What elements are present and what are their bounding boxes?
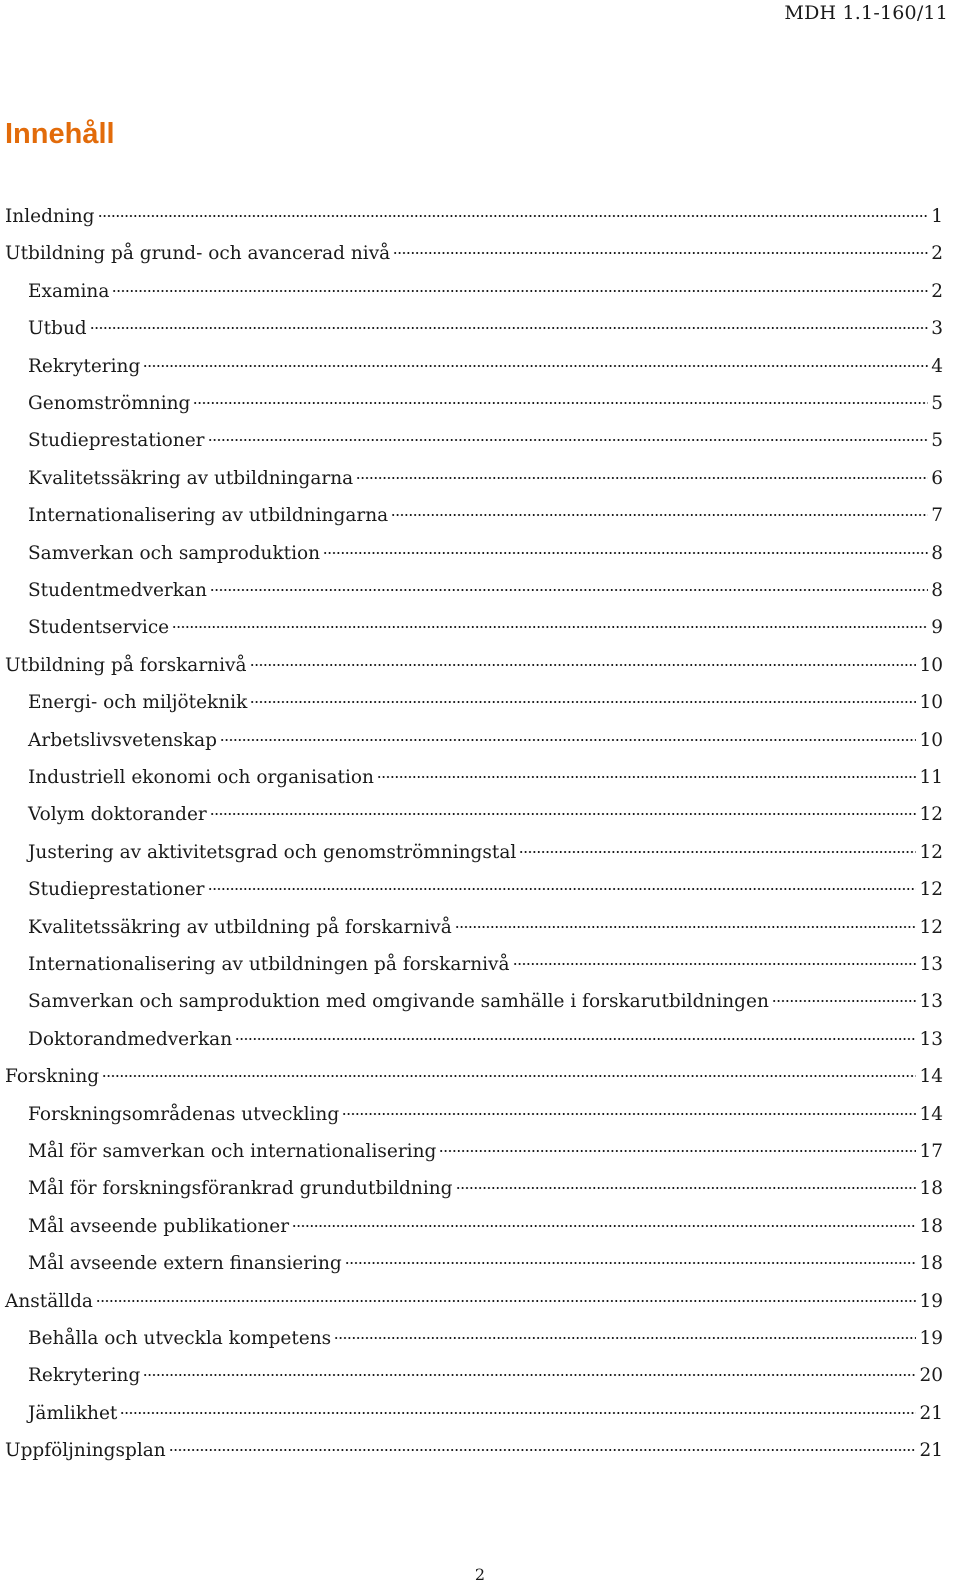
toc-entry[interactable]: [0, 463, 943, 495]
toc-entry[interactable]: [0, 425, 943, 457]
toc-entry[interactable]: [0, 799, 943, 831]
toc-entry-page: 9: [931, 617, 943, 639]
toc-entry[interactable]: [0, 1248, 943, 1280]
toc-dot-leader: [345, 1262, 917, 1264]
toc-dot-leader: [112, 290, 928, 292]
toc-entry[interactable]: [0, 1435, 943, 1467]
toc-entry-title: Anställda: [5, 1290, 93, 1312]
toc-entry-page: 17: [919, 1141, 943, 1162]
toc-entry[interactable]: [0, 238, 943, 270]
toc-entry-page: 12: [919, 916, 943, 938]
toc-entry-title: Studentservice: [28, 617, 170, 639]
toc-entry-page: 2: [931, 280, 943, 302]
toc-entry-title: Utbildning på grund- och avancerad nivå: [5, 243, 391, 265]
toc-dot-leader: [513, 963, 917, 965]
toc-entry[interactable]: [0, 575, 943, 607]
toc-entry[interactable]: [0, 1360, 943, 1392]
toc-entry-page: 12: [919, 804, 943, 826]
toc-entry-title: Utbud: [28, 318, 87, 340]
toc-entry-page: 4: [931, 355, 943, 377]
toc-dot-leader: [208, 439, 929, 441]
toc-entry-page: 14: [919, 1066, 943, 1088]
document-id: MDH 1.1-160/11: [784, 2, 948, 24]
toc-dot-leader: [334, 1337, 916, 1339]
toc-dot-leader: [356, 477, 928, 479]
toc-dot-leader: [250, 701, 916, 703]
toc-entry-page: 5: [931, 393, 943, 414]
toc-entry-title: Forskningsområdenas utveckling: [28, 1103, 340, 1125]
toc-entry-page: 13: [919, 1028, 943, 1050]
page-number: 2: [474, 1565, 486, 1584]
toc-entry-page: 21: [919, 1440, 943, 1462]
toc-entry[interactable]: [0, 1136, 943, 1168]
toc-entry[interactable]: [0, 1398, 943, 1430]
toc-entry-title: Arbetslivsvetenskap: [28, 729, 217, 751]
toc-dot-leader: [193, 402, 928, 404]
toc-entry-page: 19: [919, 1328, 943, 1349]
toc-dot-leader: [292, 1225, 916, 1227]
toc-dot-leader: [377, 776, 917, 778]
toc-entry-title: Forskning: [5, 1066, 100, 1088]
toc-heading: Innehåll: [5, 118, 115, 150]
toc-entry-title: Internationalisering av utbildningarna: [28, 505, 389, 527]
toc-entry[interactable]: [0, 1211, 943, 1243]
toc-entry-title: Jämlikhet: [28, 1402, 118, 1424]
toc-entry-page: 12: [919, 879, 943, 901]
toc-entry-title: Doktorandmedverkan: [28, 1028, 233, 1050]
toc-dot-leader: [439, 1150, 916, 1152]
toc-entry-page: 8: [931, 580, 943, 601]
toc-entry-page: 13: [919, 991, 943, 1013]
toc-dot-leader: [323, 552, 928, 554]
toc-entry-title: Mål för forskningsförankrad grundutbildning: [28, 1178, 453, 1200]
toc-entry-page: 10: [919, 654, 943, 676]
toc-entry[interactable]: [0, 538, 943, 570]
toc-dot-leader: [342, 1113, 916, 1115]
toc-entry[interactable]: [0, 1286, 943, 1318]
toc-entry-title: Mål avseende extern finansiering: [28, 1253, 342, 1275]
toc-entry-page: 11: [919, 767, 943, 788]
toc-entry-title: Rekrytering: [28, 1365, 141, 1387]
toc-entry-page: 1: [931, 206, 943, 227]
toc-dot-leader: [143, 365, 928, 367]
toc-entry-page: 8: [931, 542, 943, 564]
toc-entry-title: Uppföljningsplan: [5, 1440, 166, 1462]
toc-dot-leader: [220, 739, 916, 741]
toc-entry-title: Mål avseende publikationer: [28, 1215, 290, 1237]
toc-dot-leader: [210, 589, 928, 591]
toc-entry-page: 7: [931, 505, 943, 527]
toc-entry[interactable]: [0, 1099, 943, 1131]
toc-entry-title: Internationalisering av utbildningen på forskarnivå: [28, 954, 510, 975]
toc-dot-leader: [208, 888, 917, 890]
toc-entry[interactable]: [0, 687, 943, 719]
toc-entry[interactable]: [0, 986, 943, 1018]
toc-entry[interactable]: [0, 500, 943, 532]
toc-entry[interactable]: [0, 650, 943, 682]
toc-entry-page: 20: [919, 1365, 943, 1387]
toc-entry-page: 5: [931, 430, 943, 452]
toc-dot-leader: [143, 1374, 916, 1376]
toc-dot-leader: [235, 1038, 916, 1040]
toc-entry-title: Mål för samverkan och internationalisering: [28, 1141, 437, 1162]
toc-dot-leader: [456, 1187, 917, 1189]
toc-entry-page: 19: [919, 1290, 943, 1312]
toc-entry-title: Utbildning på forskarnivå: [5, 654, 247, 676]
toc-entry-title: Behålla och utveckla kompetens: [28, 1328, 332, 1349]
toc-entry[interactable]: [0, 762, 943, 794]
toc-dot-leader: [393, 252, 928, 254]
toc-entry-page: 3: [931, 318, 943, 340]
toc-dot-leader: [455, 926, 917, 928]
toc-entry-title: Volym doktorander: [28, 804, 207, 826]
toc-entry-page: 2: [931, 243, 943, 265]
toc-entry[interactable]: [0, 1173, 943, 1205]
toc-entry-title: Studentmedverkan: [28, 580, 207, 601]
toc-entry[interactable]: [0, 1323, 943, 1355]
toc-dot-leader: [210, 813, 917, 815]
toc-entry-page: 13: [919, 954, 943, 975]
toc-dot-leader: [391, 514, 928, 516]
toc-entry-page: 14: [919, 1103, 943, 1125]
toc-entry-title: Studieprestationer: [28, 879, 205, 901]
toc-entry-page: 18: [919, 1253, 943, 1275]
toc-entry-title: Energi- och miljöteknik: [28, 692, 248, 714]
toc-entry[interactable]: [0, 388, 943, 420]
toc-entry-title: Justering av aktivitetsgrad och genomströmningstal: [28, 841, 517, 863]
toc-dot-leader: [169, 1449, 917, 1451]
toc-entry[interactable]: [0, 1024, 943, 1056]
toc-entry[interactable]: [0, 351, 943, 383]
toc-entry-title: Examina: [28, 280, 110, 302]
toc-dot-leader: [772, 1000, 917, 1002]
toc-entry[interactable]: [0, 313, 943, 345]
toc-entry-title: Kvalitetssäkring av utbildning på forskarnivå: [28, 916, 452, 938]
toc-entry-title: Kvalitetssäkring av utbildningarna: [28, 467, 354, 489]
toc-entry-title: Samverkan och samproduktion: [28, 542, 321, 564]
toc-dot-leader: [519, 851, 916, 853]
toc-dot-leader: [120, 1412, 916, 1414]
toc-entry[interactable]: [0, 912, 943, 944]
toc-dot-leader: [98, 215, 929, 217]
toc-dot-leader: [172, 626, 928, 628]
toc-entry-page: 6: [931, 467, 943, 489]
toc-entry-page: 10: [919, 729, 943, 751]
toc-dot-leader: [250, 664, 917, 666]
toc-entry-page: 12: [919, 841, 943, 863]
toc-entry[interactable]: [0, 612, 943, 644]
toc-entry-title: Industriell ekonomi och organisation: [28, 767, 374, 788]
toc-dot-leader: [96, 1300, 917, 1302]
toc-entry-title: Samverkan och samproduktion med omgivande samhälle i forskarutbildningen: [28, 991, 769, 1013]
toc-entry-page: 18: [919, 1215, 943, 1237]
toc-entry[interactable]: [0, 949, 943, 981]
toc-entry-title: Genomströmning: [28, 393, 191, 414]
toc-entry[interactable]: [0, 276, 943, 308]
toc-entry[interactable]: [0, 874, 943, 906]
toc-entry[interactable]: [0, 837, 943, 869]
toc-dot-leader: [90, 327, 929, 329]
toc-entry[interactable]: [0, 201, 943, 233]
toc-entry[interactable]: [0, 1061, 943, 1093]
toc-entry-title: Inledning: [5, 206, 95, 227]
toc-entry[interactable]: [0, 725, 943, 757]
toc-entry-title: Rekrytering: [28, 355, 141, 377]
toc-entry-page: 18: [919, 1178, 943, 1200]
toc-entry-title: Studieprestationer: [28, 430, 205, 452]
toc-dot-leader: [102, 1075, 916, 1077]
toc-entry-page: 21: [919, 1402, 943, 1424]
toc-entry-page: 10: [919, 692, 943, 714]
